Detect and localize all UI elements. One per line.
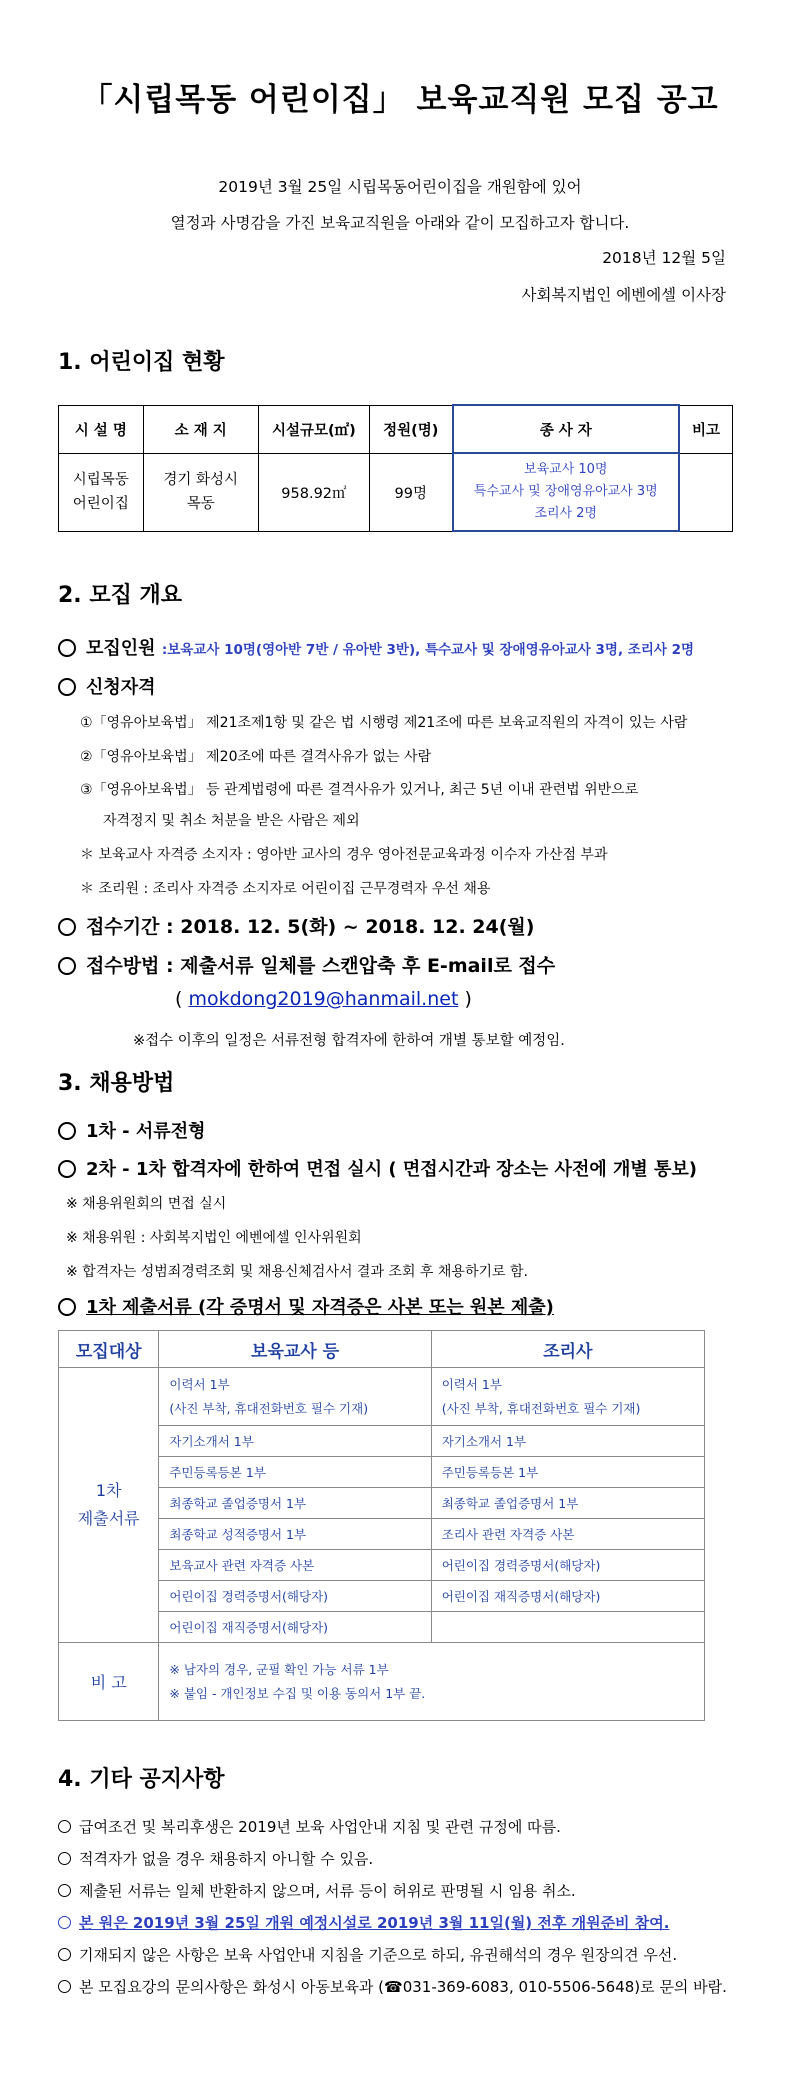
teacher-doc: 보육교사 관련 자격증 사본	[159, 1550, 431, 1581]
circle-bullet-icon	[58, 1122, 76, 1140]
step-2	[58, 1155, 697, 1181]
notice-item-text: 적격자가 없을 경우 채용하지 아니할 수 있음.	[79, 1850, 374, 1868]
col-size: 시설규모(㎡)	[258, 405, 369, 453]
method-text: 접수방법 : 제출서류 일체를 스캔압축 후 E-mail로 접수	[86, 955, 556, 977]
documents-table	[58, 1330, 705, 1721]
bullet-teacher: ＊ 보육교사 자격증 소지자 : 영아반 교사의 경우 영아전문교육과정 이수자 가산점 부과	[80, 847, 608, 863]
col-staff: 종 사 자	[453, 405, 679, 453]
circle-bullet-icon	[58, 1916, 71, 1929]
target-line: 제출서류	[77, 1509, 140, 1528]
facility-staff	[453, 453, 679, 531]
teacher-doc: 자기소개서 1부	[159, 1426, 431, 1457]
section-4-heading: 4. 기타 공지사항	[58, 1767, 225, 1792]
notice-item	[58, 1976, 727, 1997]
location-line: 경기 화성시	[163, 472, 239, 488]
step-note-3: ※ 합격자는 성범죄경력조회 및 채용신체검사서 결과 조회 후 채용하기로 함.	[66, 1264, 528, 1280]
step-1	[58, 1117, 205, 1143]
intro-line-2: 열정과 사명감을 가진 보육교직원을 아래와 같이 모집하고자 합니다.	[170, 214, 630, 232]
facility-size: 958.92㎡	[258, 453, 369, 531]
facility-name-line: 어린이집	[72, 496, 129, 512]
col-facility-name: 시 설 명	[59, 405, 144, 453]
notice-item-highlight	[58, 1912, 669, 1933]
facility-table	[58, 404, 733, 532]
step-note-1: ※ 채용위원회의 면접 실시	[66, 1196, 227, 1212]
notice-text: ※접수 이후의 일정은 서류전형 합격자에 한하여 개별 통보할 예정임.	[133, 1033, 565, 1049]
cook-doc	[431, 1612, 704, 1643]
teacher-doc-line: 이력서 1부	[169, 1376, 230, 1392]
circle-bullet-icon	[58, 1852, 71, 1865]
teacher-doc	[159, 1368, 431, 1426]
remark-line: ※ 남자의 경우, 군필 확인 가능 서류 1부	[169, 1661, 389, 1677]
facility-name-line: 시립목동	[72, 472, 129, 488]
facility-name	[59, 453, 144, 531]
circle-bullet-icon	[58, 918, 76, 936]
notice-item	[58, 1848, 373, 1869]
section-3-heading: 3. 채용방법	[58, 1071, 175, 1096]
circle-bullet-icon	[58, 1820, 71, 1833]
recruit-line	[58, 634, 694, 660]
cook-doc-line: (사진 부착, 휴대전화번호 필수 기재)	[441, 1400, 641, 1416]
staff-line: 조리사 2명	[534, 506, 598, 521]
period-text: 접수기간 : 2018. 12. 5(화) ~ 2018. 12. 24(월)	[86, 916, 535, 938]
step-note-2: ※ 채용위원 : 사회복지법인 에벤에셀 인사위원회	[66, 1230, 362, 1246]
recruit-text: :보육교사 10명(영아반 7반 / 유아반 3반), 특수교사 및 장애영유아교사 3명, 조리사 2명	[161, 642, 695, 658]
qualification-label: 신청자격	[86, 677, 156, 698]
facility-note	[679, 453, 733, 531]
section-2-heading: 2. 모집 개요	[58, 583, 182, 608]
qualification-1: ①「영유아보육법」 제21조제1항 및 같은 법 시행령 제21조에 따른 보육교직원의 자격이 있는 사람	[80, 715, 688, 731]
cook-doc: 자기소개서 1부	[431, 1426, 704, 1457]
cook-doc: 최종학교 졸업증명서 1부	[431, 1488, 704, 1519]
facility-location	[143, 453, 258, 531]
target-cell	[59, 1368, 159, 1643]
notice-item	[58, 1880, 576, 1901]
remark-label: 비 고	[59, 1643, 159, 1721]
staff-line: 특수교사 및 장애영유아교사 3명	[473, 484, 658, 499]
teacher-doc: 최종학교 졸업증명서 1부	[159, 1488, 431, 1519]
application-method	[58, 951, 555, 978]
col-note: 비고	[679, 405, 733, 453]
notice-item-text: 급여조건 및 복리후생은 2019년 보육 사업안내 지침 및 관련 규정에 따름.	[79, 1818, 561, 1836]
page-title: 「시립목동 어린이집」 보육교직원 모집 공고	[81, 82, 719, 118]
circle-bullet-icon	[58, 1948, 71, 1961]
email-link[interactable]: mokdong2019@hanmail.net	[188, 988, 459, 1010]
notice-item	[58, 1944, 677, 1965]
notice-item-text: 본 원은 2019년 3월 25일 개원 예정시설로 2019년 3월 11일(월) 전후 개원준비 참여.	[79, 1914, 670, 1932]
col-capacity: 정원(명)	[369, 405, 452, 453]
staff-line: 보육교사 10명	[524, 462, 608, 477]
teacher-doc-line: (사진 부착, 휴대전화번호 필수 기재)	[169, 1400, 369, 1416]
issuer: 사회복지법인 에벤에셀 이사장	[521, 286, 726, 304]
qualification-3a: ③「영유아보육법」 등 관계법령에 따른 결격사유가 있거나, 최근 5년 이내 관련법 위반으로	[80, 782, 639, 798]
facility-capacity: 99명	[369, 453, 452, 531]
email-line	[175, 988, 472, 1010]
circle-bullet-icon	[58, 1160, 76, 1178]
circle-bullet-icon	[58, 639, 76, 657]
paren-close: )	[464, 988, 472, 1010]
remark-line: ※ 붙임 - 개인정보 수집 및 이용 동의서 1부 끝.	[169, 1685, 426, 1701]
qualification-3b: 자격정지 및 취소 처분을 받은 사람은 제외	[103, 813, 360, 829]
qualification-heading	[58, 673, 156, 699]
notice-item-text: 본 모집요강의 문의사항은 화성시 아동보육과 (☎031-369-6083, 010-5506-5648)로 문의 바람.	[79, 1978, 727, 1996]
paren-open: (	[175, 988, 183, 1010]
qualification-2: ②「영유아보육법」 제20조에 따른 결격사유가 없는 사람	[80, 749, 432, 765]
circle-bullet-icon	[58, 1980, 71, 1993]
circle-bullet-icon	[58, 678, 76, 696]
location-line: 목동	[186, 496, 215, 512]
intro-line-1: 2019년 3월 25일 시립목동어린이집을 개원함에 있어	[218, 178, 582, 196]
section-1-heading: 1. 어린이집 현황	[58, 350, 225, 375]
cook-doc-line: 이력서 1부	[441, 1376, 502, 1392]
circle-bullet-icon	[58, 1884, 71, 1897]
cook-doc: 주민등록등본 1부	[431, 1457, 704, 1488]
documents-heading-text: 1차 제출서류 (각 증명서 및 자격증은 사본 또는 원본 제출)	[86, 1297, 554, 1318]
col-target: 모집대상	[59, 1331, 159, 1368]
col-cook: 조리사	[431, 1331, 704, 1368]
cook-doc: 어린이집 경력증명서(해당자)	[431, 1550, 704, 1581]
step-1-text: 1차 - 서류전형	[86, 1121, 206, 1142]
teacher-doc: 어린이집 경력증명서(해당자)	[159, 1581, 431, 1612]
cook-doc	[431, 1368, 704, 1426]
teacher-doc: 최종학교 성적증명서 1부	[159, 1519, 431, 1550]
cook-doc: 조리사 관련 자격증 사본	[431, 1519, 704, 1550]
notice-item-text: 기재되지 않은 사항은 보육 사업안내 지침을 기준으로 하되, 유권해석의 경우 원장의견 우선.	[79, 1946, 678, 1964]
col-teacher: 보육교사 등	[159, 1331, 431, 1368]
announcement-date: 2018년 12월 5일	[602, 249, 726, 267]
bullet-cook: ＊ 조리원 : 조리사 자격증 소지자로 어린이집 근무경력자 우선 채용	[80, 881, 491, 897]
documents-heading	[58, 1293, 554, 1319]
cook-doc: 어린이집 재직증명서(해당자)	[431, 1581, 704, 1612]
application-period	[58, 912, 534, 939]
recruit-label: 모집인원	[86, 638, 156, 659]
teacher-doc: 어린이집 재직증명서(해당자)	[159, 1612, 431, 1643]
target-line: 1차	[95, 1481, 122, 1500]
notice-item	[58, 1816, 561, 1837]
teacher-doc: 주민등록등본 1부	[159, 1457, 431, 1488]
circle-bullet-icon	[58, 957, 76, 975]
circle-bullet-icon	[58, 1298, 76, 1316]
remark-cell	[159, 1643, 705, 1721]
notice-item-text: 제출된 서류는 일체 반환하지 않으며, 서류 등이 허위로 판명될 시 임용 취소.	[79, 1882, 576, 1900]
step-2-text: 2차 - 1차 합격자에 한하여 면접 실시 ( 면접시간과 장소는 사전에 개별 통보)	[86, 1159, 698, 1180]
col-location: 소 재 지	[143, 405, 258, 453]
